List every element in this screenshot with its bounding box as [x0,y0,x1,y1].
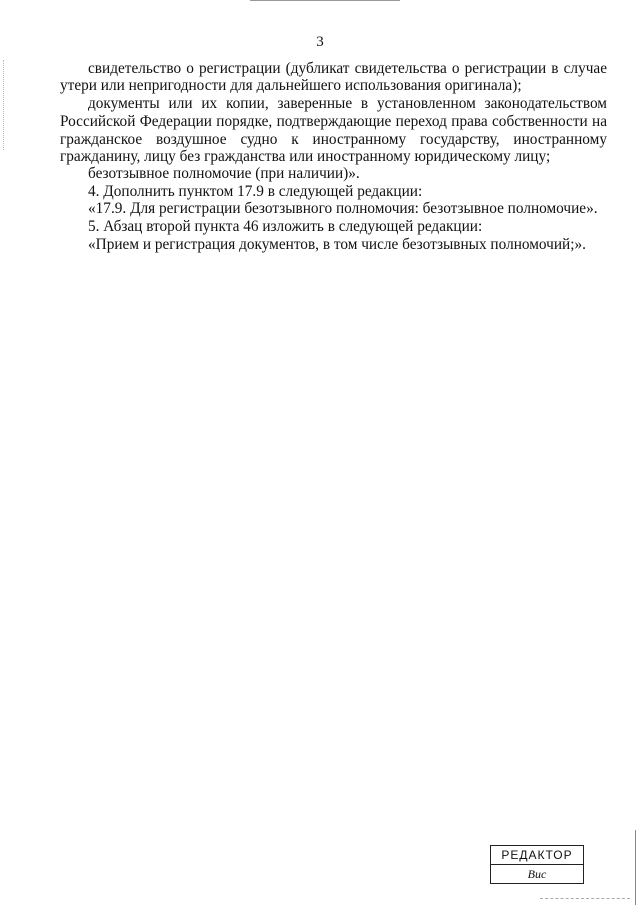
text-line: Российской Федерации порядке, подтверждающие переход права собственности на [60,113,607,130]
text-line: 4. Дополнить пунктом 17.9 в следующей редакции: [88,183,423,200]
scan-edge-line [635,830,636,905]
text-line: 5. Абзац второй пункта 46 изложить в следующей редакции: [88,218,483,235]
text-line: «17.9. Для регистрации безотзывного полномочия: безотзывное полномочие». [88,200,598,217]
scan-edge-line [250,0,400,1]
text-line: безотзывное полномочие (при наличии)». [88,165,360,182]
scan-margin-mark [3,60,4,150]
page-number: 3 [316,34,324,50]
editor-stamp [490,845,584,884]
text-line: гражданину, лицу без гражданства или иностранному юридическому лицу; [60,148,551,165]
text-line: документы или их копии, заверенные в установленном законодательством [88,95,607,112]
text-line: свидетельство о регистрации (дубликат свидетельства о регистрации в случае [88,60,607,77]
text-line: гражданское воздушное судно к иностранному государству, иностранному [60,131,607,148]
stamp-signature: Вис [527,867,547,881]
text-line: «Прием и регистрация документов, в том числе безотзывных полномочий;». [88,236,586,253]
text-line: утери или непригодности для дальнейшего использования оригинала); [60,77,522,94]
scan-edge-line [540,898,630,899]
stamp-title: РЕДАКТОР [491,846,583,865]
